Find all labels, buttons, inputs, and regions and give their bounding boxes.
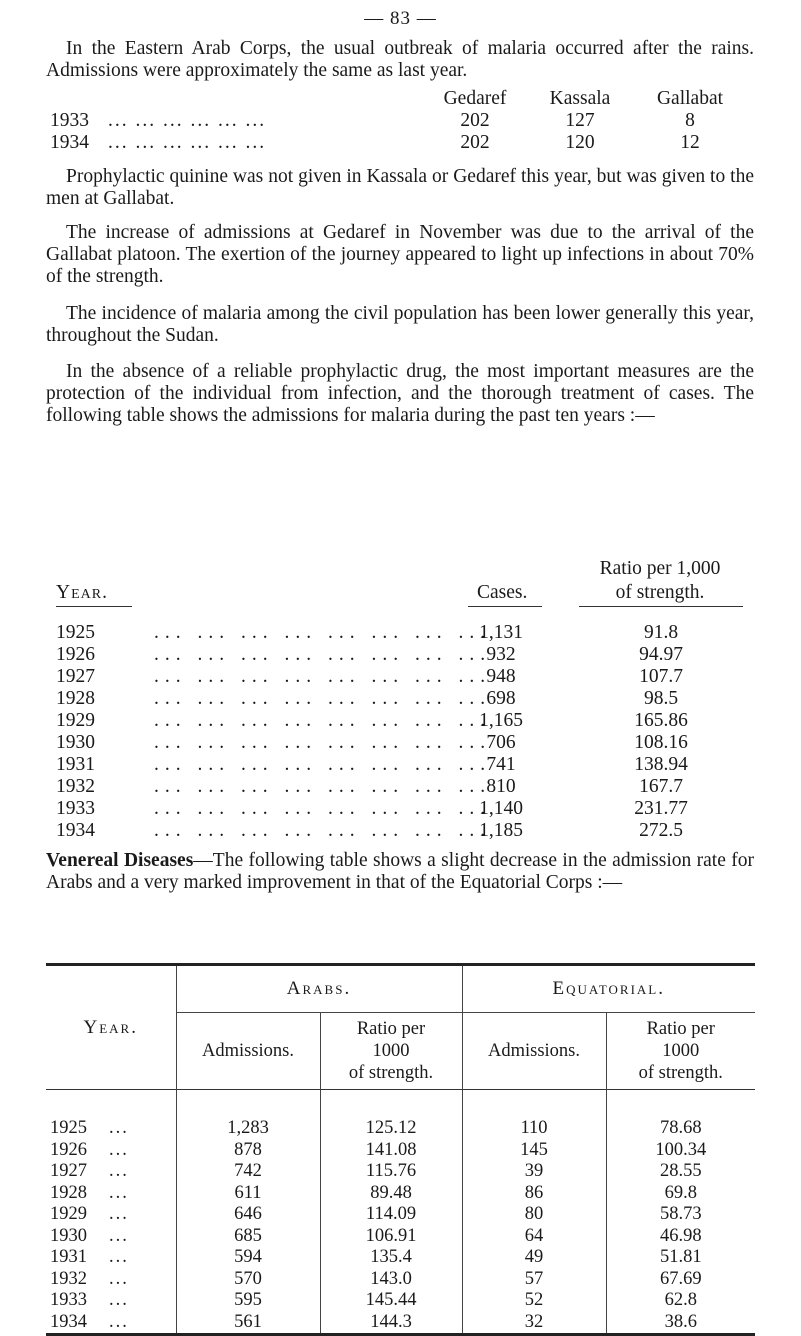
header-gedaref: Gedaref [443,88,507,109]
year-cell [46,1226,176,1248]
leader-dots: ... ... ... ... ... ... ... ... [154,710,492,731]
equatorial-admissions-cell: 49 [462,1247,606,1269]
ratio-cell: 91.8 [643,622,679,643]
year-value: 1930 [50,1225,87,1246]
ratio-header-line-3: of strength. [638,1063,723,1083]
station-row [50,110,710,132]
leader-dots: ... ... ... ... ... ... ... ... [154,798,492,819]
paragraph-gedaref-increase [46,222,754,288]
arabs-ratio-cell: 89.48 [320,1183,462,1205]
leader-dots: ... ... ... ... ... ... ... ... [154,820,492,841]
ratio-header-line-1: Ratio per 1,000 [599,558,721,579]
equatorial-admissions-cell: 86 [462,1183,606,1205]
year-value: 1931 [50,1247,87,1268]
ratio-header-line-3: of strength. [348,1063,434,1083]
leader-dots: ... ... ... ... ... ... ... ... [154,666,492,687]
table-row [46,732,746,754]
ratio-header-line-2: of strength. [615,582,705,603]
year-value: 1928 [50,1182,87,1203]
arabs-admissions-cell: 878 [176,1140,320,1162]
equatorial-admissions-cell: 110 [462,1118,606,1140]
arabs-admissions-cell: 595 [176,1290,320,1312]
leader-dots: ... ... ... ... ... ... ... ... [154,732,492,753]
equatorial-admissions-cell: 52 [462,1290,606,1312]
arabs-ratio-cell: 135.4 [320,1247,462,1269]
leader-dots: ... [109,1225,129,1246]
equatorial-admissions-cell: 39 [462,1161,606,1183]
station-admissions-table [50,88,724,154]
equatorial-ratio-cell: 69.8 [606,1183,755,1205]
ratio-header-line-1: Ratio per [646,1019,715,1039]
leader-dots: ... [109,1290,129,1311]
paragraph-text: In the Eastern Arab Corps, the usual outbreak of malaria occurred after the rains. Admissions were approximately the same as last year. [46,38,754,81]
year-cell [46,1312,176,1335]
venereal-diseases-table [46,963,755,1336]
arabs-ratio-cell: 144.3 [320,1312,462,1335]
year-cell [46,1161,176,1183]
year-value: 1933 [50,1290,87,1311]
equatorial-ratio-cell: 38.6 [606,1312,755,1335]
table-row [46,798,746,820]
leader-dots: ... [109,1161,129,1182]
cases-cell: 698 [486,688,516,709]
ratio-header-rule [579,606,743,607]
arabs-admissions-header: Admissions. [176,1013,320,1090]
cases-cell: 1,185 [479,820,523,841]
table-row [46,1290,755,1312]
year-value: 1932 [50,1268,87,1289]
gallabat-cell: 12 [680,132,700,153]
ratio-cell: 231.77 [634,798,688,819]
equatorial-ratio-cell: 58.73 [606,1204,755,1226]
equatorial-admissions-header: Admissions. [462,1013,606,1090]
equatorial-ratio-cell: 51.81 [606,1247,755,1269]
gallabat-cell: 8 [685,110,695,131]
equatorial-ratio-header [606,1013,755,1090]
page-number: — 83 — [364,8,437,29]
ratio-cell: 272.5 [639,820,683,841]
paragraph-text: The incidence of malaria among the civil population has been lower generally this year, throughout the Sudan. [46,303,754,346]
equatorial-admissions-cell: 57 [462,1269,606,1291]
cases-cell: 1,131 [479,622,523,643]
arabs-ratio-cell: 106.91 [320,1226,462,1248]
paragraph-text: In the absence of a reliable prophylactic drug, the most important measures are the protection of the individual from infection, and the thorough treatment of cases. The following table shows the admissions for malaria during the past ten years :— [46,361,754,426]
paragraph-text: —The following table shows a slight decrease in the admission rate for Arabs and a very marked improvement in that of the Equatorial Corps :— [46,850,754,893]
arabs-admissions-cell: 646 [176,1204,320,1226]
equatorial-ratio-cell: 67.69 [606,1269,755,1291]
kassala-cell: 127 [565,110,595,131]
kassala-cell: 120 [565,132,595,153]
year-cell: 1927 [56,666,95,687]
header-gallabat: Gallabat [656,88,724,109]
equatorial-admissions-cell: 64 [462,1226,606,1248]
year-value: 1926 [50,1139,87,1160]
arabs-admissions-cell: 561 [176,1312,320,1335]
malaria-admissions-table [46,556,746,842]
year-value: 1925 [50,1118,87,1139]
arabs-admissions-cell: 685 [176,1226,320,1248]
equatorial-ratio-cell: 62.8 [606,1290,755,1312]
ratio-header-line-2: 1000 [372,1041,410,1061]
cases-cell: 1,140 [479,798,523,819]
table-row [46,1312,755,1335]
station-row [50,132,710,154]
cases-header: Cases. [477,582,528,603]
year-cell: 1932 [56,776,95,797]
ratio-cell: 107.7 [639,666,683,687]
leader-dots: ... ... ... ... ... ... ... ... [154,776,492,797]
paragraph-text: The increase of admissions at Gedaref in November was due to the arrival of the Gallabat platoon. The exertion of the journey appeared to light up infections in about 70% of the strength. [46,222,754,287]
year-cell: 1934 [56,820,95,841]
year-cell [46,1269,176,1291]
ratio-cell: 98.5 [643,688,679,709]
year-cell: 1928 [56,688,95,709]
leader-dots: ... [109,1311,129,1332]
equatorial-ratio-cell: 78.68 [606,1118,755,1140]
table-row [46,1161,755,1183]
year-cell: 1931 [56,754,95,775]
header-kassala: Kassala [549,88,611,109]
cases-cell: 1,165 [479,710,523,731]
paragraph-eastern-arab-corps [46,38,754,82]
arabs-admissions-cell: 1,283 [176,1118,320,1140]
year-value: 1934 [50,1311,87,1332]
equatorial-ratio-cell: 100.34 [606,1140,755,1162]
paragraph-prophylactic-drug [46,361,754,427]
cases-cell: 741 [486,754,516,775]
year-value: 1927 [50,1161,87,1182]
arabs-admissions-cell: 594 [176,1247,320,1269]
table-row [46,710,746,732]
malaria-table-header [46,556,746,622]
year-cell [46,1118,176,1140]
year-header-rule [56,606,132,607]
table-row [46,622,746,644]
year-cell [46,1204,176,1226]
year-cell: 1926 [56,644,95,665]
equatorial-admissions-cell: 145 [462,1140,606,1162]
arabs-admissions-cell: 742 [176,1161,320,1183]
leader-dots: ... ... ... ... ... ... [108,132,267,153]
equatorial-ratio-cell: 46.98 [606,1226,755,1248]
equatorial-admissions-cell: 32 [462,1312,606,1335]
year-cell: 1925 [56,622,95,643]
station-header-row [50,88,724,110]
table-row [46,754,746,776]
leader-dots: ... ... ... ... ... ... [108,110,267,131]
arabs-ratio-header [320,1013,462,1090]
cases-cell: 810 [486,776,516,797]
gedaref-cell: 202 [460,132,490,153]
table-row [46,644,746,666]
year-cell: 1929 [56,710,95,731]
ratio-header-line-2: 1000 [662,1041,700,1061]
arabs-ratio-cell: 115.76 [320,1161,462,1183]
year-header: Year. [83,1016,138,1038]
year-cell: 1933 [50,110,89,131]
ratio-cell: 108.16 [634,732,688,753]
table-row [46,688,746,710]
leader-dots: ... [109,1182,129,1203]
table-row [46,1204,755,1226]
arabs-ratio-cell: 145.44 [320,1290,462,1312]
paragraph-venereal-diseases [46,850,754,894]
cases-cell: 932 [486,644,516,665]
year-cell: 1933 [56,798,95,819]
arabs-ratio-cell: 141.08 [320,1140,462,1162]
leader-dots: ... [109,1118,129,1139]
leader-dots: ... [109,1139,129,1160]
leader-dots: ... [109,1204,129,1225]
paragraph-text: Prophylactic quinine was not given in Kassala or Gedaref this year, but was given to the men at Gallabat. [46,166,754,209]
table-row [46,1183,755,1205]
year-value: 1929 [50,1204,87,1225]
table-row [46,820,746,842]
year-cell [46,1183,176,1205]
cases-cell: 706 [486,732,516,753]
section-heading-venereal: Venereal Diseases [46,850,194,871]
table-row [46,776,746,798]
leader-dots: ... ... ... ... ... ... ... ... [154,622,492,643]
equatorial-admissions-cell: 80 [462,1204,606,1226]
year-cell [46,1290,176,1312]
leader-dots: ... ... ... ... ... ... ... ... [154,644,492,665]
group-header-arabs: Arabs. [176,966,462,1013]
ratio-cell: 167.7 [639,776,683,797]
table-row [46,666,746,688]
arabs-ratio-cell: 125.12 [320,1118,462,1140]
equatorial-ratio-cell: 28.55 [606,1161,755,1183]
cases-cell: 948 [486,666,516,687]
paragraph-prophylactic-quinine [46,166,754,210]
table-row [46,1269,755,1291]
year-cell: 1930 [56,732,95,753]
group-header-equatorial: Equatorial. [462,966,755,1013]
ratio-cell: 138.94 [634,754,688,775]
leader-dots: ... ... ... ... ... ... ... ... [154,688,492,709]
cases-header-rule [468,606,542,607]
leader-dots: ... [109,1268,129,1289]
table-row [46,1226,755,1248]
year-header: Year. [56,582,108,603]
year-cell [46,1140,176,1162]
leader-dots: ... ... ... ... ... ... ... ... [154,754,492,775]
table-row [46,1140,755,1162]
ratio-cell: 94.97 [639,644,683,665]
table-row [46,1247,755,1269]
arabs-admissions-cell: 570 [176,1269,320,1291]
ratio-cell: 165.86 [634,710,688,731]
leader-dots: ... [109,1247,129,1268]
arabs-ratio-cell: 143.0 [320,1269,462,1291]
table-row [46,1118,755,1140]
year-cell [46,1247,176,1269]
ratio-header-line-1: Ratio per [356,1019,426,1039]
gedaref-cell: 202 [460,110,490,131]
year-cell: 1934 [50,132,89,153]
arabs-admissions-cell: 611 [176,1183,320,1205]
paragraph-civil-population [46,303,754,347]
arabs-ratio-cell: 114.09 [320,1204,462,1226]
